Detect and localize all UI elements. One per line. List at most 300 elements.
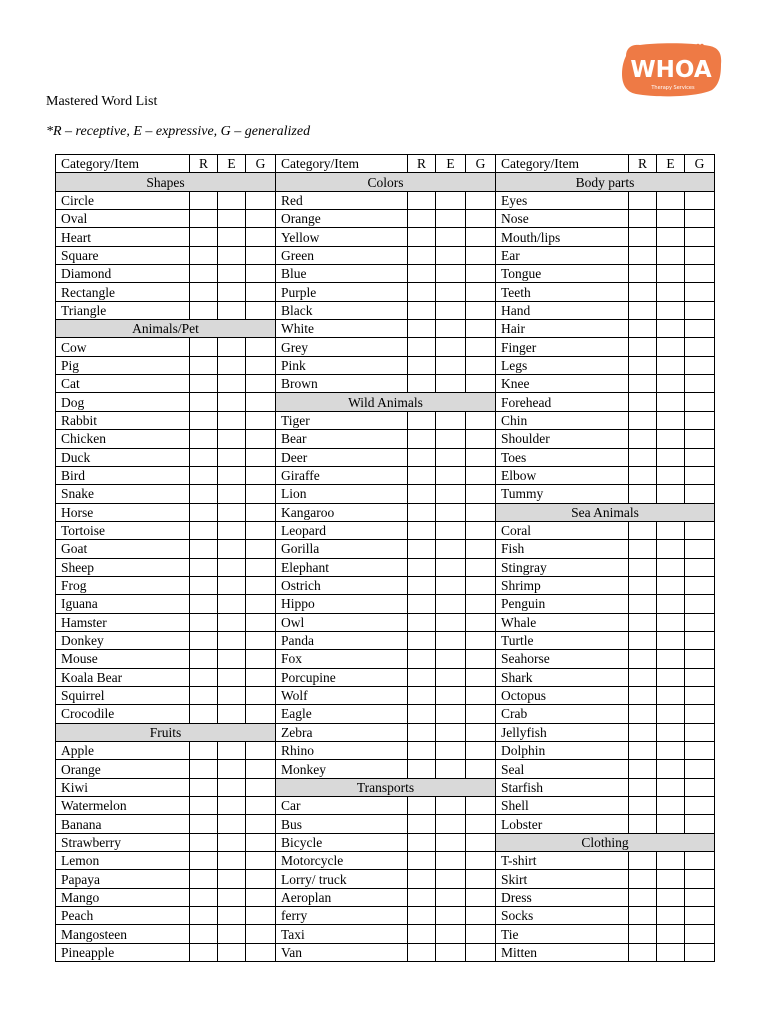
g-checkbox-cell[interactable] <box>246 301 276 319</box>
e-checkbox-cell[interactable] <box>657 411 685 429</box>
g-checkbox-cell[interactable] <box>685 686 715 704</box>
r-checkbox-cell[interactable] <box>190 521 218 539</box>
g-checkbox-cell[interactable] <box>685 907 715 925</box>
g-checkbox-cell[interactable] <box>685 448 715 466</box>
g-checkbox-cell[interactable] <box>685 338 715 356</box>
g-checkbox-cell[interactable] <box>246 907 276 925</box>
r-checkbox-cell[interactable] <box>408 283 436 301</box>
e-checkbox-cell[interactable] <box>657 320 685 338</box>
g-checkbox-cell[interactable] <box>466 228 496 246</box>
e-checkbox-cell[interactable] <box>436 320 466 338</box>
g-checkbox-cell[interactable] <box>466 613 496 631</box>
g-checkbox-cell[interactable] <box>685 246 715 264</box>
g-checkbox-cell[interactable] <box>685 870 715 888</box>
e-checkbox-cell[interactable] <box>218 430 246 448</box>
r-checkbox-cell[interactable] <box>408 320 436 338</box>
r-checkbox-cell[interactable] <box>629 888 657 906</box>
g-checkbox-cell[interactable] <box>685 265 715 283</box>
e-checkbox-cell[interactable] <box>436 356 466 374</box>
e-checkbox-cell[interactable] <box>657 815 685 833</box>
e-checkbox-cell[interactable] <box>657 430 685 448</box>
e-checkbox-cell[interactable] <box>218 650 246 668</box>
r-checkbox-cell[interactable] <box>408 503 436 521</box>
e-checkbox-cell[interactable] <box>657 485 685 503</box>
g-checkbox-cell[interactable] <box>246 265 276 283</box>
g-checkbox-cell[interactable] <box>246 595 276 613</box>
g-checkbox-cell[interactable] <box>466 521 496 539</box>
r-checkbox-cell[interactable] <box>190 246 218 264</box>
g-checkbox-cell[interactable] <box>685 595 715 613</box>
g-checkbox-cell[interactable] <box>685 411 715 429</box>
e-checkbox-cell[interactable] <box>218 466 246 484</box>
g-checkbox-cell[interactable] <box>466 631 496 649</box>
e-checkbox-cell[interactable] <box>218 888 246 906</box>
g-checkbox-cell[interactable] <box>246 191 276 209</box>
r-checkbox-cell[interactable] <box>629 411 657 429</box>
r-checkbox-cell[interactable] <box>408 595 436 613</box>
e-checkbox-cell[interactable] <box>218 778 246 796</box>
e-checkbox-cell[interactable] <box>436 943 466 961</box>
e-checkbox-cell[interactable] <box>436 631 466 649</box>
r-checkbox-cell[interactable] <box>190 925 218 943</box>
r-checkbox-cell[interactable] <box>629 448 657 466</box>
r-checkbox-cell[interactable] <box>190 907 218 925</box>
e-checkbox-cell[interactable] <box>436 191 466 209</box>
r-checkbox-cell[interactable] <box>629 631 657 649</box>
g-checkbox-cell[interactable] <box>466 430 496 448</box>
g-checkbox-cell[interactable] <box>466 301 496 319</box>
r-checkbox-cell[interactable] <box>408 907 436 925</box>
g-checkbox-cell[interactable] <box>466 907 496 925</box>
g-checkbox-cell[interactable] <box>246 210 276 228</box>
g-checkbox-cell[interactable] <box>466 595 496 613</box>
g-checkbox-cell[interactable] <box>246 466 276 484</box>
e-checkbox-cell[interactable] <box>436 375 466 393</box>
g-checkbox-cell[interactable] <box>246 705 276 723</box>
e-checkbox-cell[interactable] <box>436 430 466 448</box>
e-checkbox-cell[interactable] <box>657 742 685 760</box>
g-checkbox-cell[interactable] <box>466 723 496 741</box>
r-checkbox-cell[interactable] <box>190 356 218 374</box>
e-checkbox-cell[interactable] <box>436 833 466 851</box>
e-checkbox-cell[interactable] <box>436 576 466 594</box>
r-checkbox-cell[interactable] <box>408 228 436 246</box>
g-checkbox-cell[interactable] <box>246 760 276 778</box>
r-checkbox-cell[interactable] <box>408 246 436 264</box>
g-checkbox-cell[interactable] <box>685 613 715 631</box>
r-checkbox-cell[interactable] <box>629 576 657 594</box>
r-checkbox-cell[interactable] <box>190 540 218 558</box>
g-checkbox-cell[interactable] <box>685 742 715 760</box>
r-checkbox-cell[interactable] <box>190 393 218 411</box>
r-checkbox-cell[interactable] <box>408 668 436 686</box>
r-checkbox-cell[interactable] <box>190 228 218 246</box>
g-checkbox-cell[interactable] <box>466 265 496 283</box>
r-checkbox-cell[interactable] <box>629 815 657 833</box>
g-checkbox-cell[interactable] <box>685 210 715 228</box>
e-checkbox-cell[interactable] <box>218 448 246 466</box>
g-checkbox-cell[interactable] <box>685 668 715 686</box>
e-checkbox-cell[interactable] <box>657 265 685 283</box>
e-checkbox-cell[interactable] <box>657 576 685 594</box>
r-checkbox-cell[interactable] <box>629 540 657 558</box>
r-checkbox-cell[interactable] <box>408 576 436 594</box>
e-checkbox-cell[interactable] <box>657 521 685 539</box>
r-checkbox-cell[interactable] <box>629 613 657 631</box>
r-checkbox-cell[interactable] <box>408 833 436 851</box>
e-checkbox-cell[interactable] <box>657 375 685 393</box>
r-checkbox-cell[interactable] <box>629 191 657 209</box>
r-checkbox-cell[interactable] <box>408 485 436 503</box>
e-checkbox-cell[interactable] <box>436 301 466 319</box>
e-checkbox-cell[interactable] <box>436 338 466 356</box>
r-checkbox-cell[interactable] <box>408 301 436 319</box>
e-checkbox-cell[interactable] <box>218 943 246 961</box>
g-checkbox-cell[interactable] <box>246 613 276 631</box>
e-checkbox-cell[interactable] <box>657 668 685 686</box>
e-checkbox-cell[interactable] <box>657 338 685 356</box>
g-checkbox-cell[interactable] <box>685 723 715 741</box>
r-checkbox-cell[interactable] <box>408 797 436 815</box>
g-checkbox-cell[interactable] <box>246 576 276 594</box>
r-checkbox-cell[interactable] <box>629 595 657 613</box>
r-checkbox-cell[interactable] <box>629 558 657 576</box>
r-checkbox-cell[interactable] <box>408 411 436 429</box>
e-checkbox-cell[interactable] <box>218 228 246 246</box>
r-checkbox-cell[interactable] <box>190 283 218 301</box>
g-checkbox-cell[interactable] <box>685 925 715 943</box>
g-checkbox-cell[interactable] <box>246 686 276 704</box>
e-checkbox-cell[interactable] <box>657 723 685 741</box>
e-checkbox-cell[interactable] <box>436 723 466 741</box>
r-checkbox-cell[interactable] <box>190 797 218 815</box>
g-checkbox-cell[interactable] <box>246 870 276 888</box>
g-checkbox-cell[interactable] <box>685 301 715 319</box>
g-checkbox-cell[interactable] <box>685 888 715 906</box>
e-checkbox-cell[interactable] <box>218 246 246 264</box>
r-checkbox-cell[interactable] <box>629 778 657 796</box>
g-checkbox-cell[interactable] <box>246 650 276 668</box>
e-checkbox-cell[interactable] <box>218 595 246 613</box>
e-checkbox-cell[interactable] <box>657 246 685 264</box>
e-checkbox-cell[interactable] <box>218 411 246 429</box>
e-checkbox-cell[interactable] <box>657 888 685 906</box>
e-checkbox-cell[interactable] <box>657 191 685 209</box>
e-checkbox-cell[interactable] <box>657 925 685 943</box>
e-checkbox-cell[interactable] <box>436 466 466 484</box>
g-checkbox-cell[interactable] <box>246 228 276 246</box>
g-checkbox-cell[interactable] <box>246 631 276 649</box>
g-checkbox-cell[interactable] <box>685 393 715 411</box>
r-checkbox-cell[interactable] <box>629 301 657 319</box>
g-checkbox-cell[interactable] <box>466 320 496 338</box>
g-checkbox-cell[interactable] <box>246 448 276 466</box>
g-checkbox-cell[interactable] <box>685 283 715 301</box>
g-checkbox-cell[interactable] <box>685 576 715 594</box>
e-checkbox-cell[interactable] <box>218 301 246 319</box>
e-checkbox-cell[interactable] <box>218 393 246 411</box>
e-checkbox-cell[interactable] <box>436 283 466 301</box>
r-checkbox-cell[interactable] <box>408 191 436 209</box>
e-checkbox-cell[interactable] <box>657 631 685 649</box>
g-checkbox-cell[interactable] <box>685 191 715 209</box>
r-checkbox-cell[interactable] <box>408 760 436 778</box>
e-checkbox-cell[interactable] <box>218 925 246 943</box>
g-checkbox-cell[interactable] <box>466 338 496 356</box>
g-checkbox-cell[interactable] <box>466 705 496 723</box>
g-checkbox-cell[interactable] <box>246 742 276 760</box>
g-checkbox-cell[interactable] <box>246 521 276 539</box>
r-checkbox-cell[interactable] <box>408 558 436 576</box>
e-checkbox-cell[interactable] <box>657 448 685 466</box>
e-checkbox-cell[interactable] <box>436 448 466 466</box>
e-checkbox-cell[interactable] <box>436 852 466 870</box>
e-checkbox-cell[interactable] <box>218 283 246 301</box>
r-checkbox-cell[interactable] <box>629 393 657 411</box>
e-checkbox-cell[interactable] <box>218 815 246 833</box>
r-checkbox-cell[interactable] <box>190 301 218 319</box>
r-checkbox-cell[interactable] <box>629 943 657 961</box>
r-checkbox-cell[interactable] <box>408 888 436 906</box>
r-checkbox-cell[interactable] <box>629 723 657 741</box>
r-checkbox-cell[interactable] <box>629 283 657 301</box>
g-checkbox-cell[interactable] <box>466 356 496 374</box>
e-checkbox-cell[interactable] <box>657 943 685 961</box>
r-checkbox-cell[interactable] <box>408 650 436 668</box>
r-checkbox-cell[interactable] <box>629 320 657 338</box>
e-checkbox-cell[interactable] <box>657 283 685 301</box>
e-checkbox-cell[interactable] <box>657 852 685 870</box>
r-checkbox-cell[interactable] <box>190 705 218 723</box>
e-checkbox-cell[interactable] <box>436 558 466 576</box>
r-checkbox-cell[interactable] <box>629 668 657 686</box>
r-checkbox-cell[interactable] <box>408 613 436 631</box>
g-checkbox-cell[interactable] <box>466 558 496 576</box>
e-checkbox-cell[interactable] <box>218 686 246 704</box>
e-checkbox-cell[interactable] <box>218 797 246 815</box>
r-checkbox-cell[interactable] <box>190 631 218 649</box>
e-checkbox-cell[interactable] <box>436 411 466 429</box>
e-checkbox-cell[interactable] <box>657 228 685 246</box>
g-checkbox-cell[interactable] <box>685 521 715 539</box>
g-checkbox-cell[interactable] <box>685 558 715 576</box>
g-checkbox-cell[interactable] <box>685 485 715 503</box>
e-checkbox-cell[interactable] <box>218 907 246 925</box>
r-checkbox-cell[interactable] <box>190 833 218 851</box>
g-checkbox-cell[interactable] <box>466 668 496 686</box>
r-checkbox-cell[interactable] <box>629 246 657 264</box>
r-checkbox-cell[interactable] <box>629 742 657 760</box>
g-checkbox-cell[interactable] <box>685 760 715 778</box>
g-checkbox-cell[interactable] <box>466 943 496 961</box>
e-checkbox-cell[interactable] <box>218 760 246 778</box>
e-checkbox-cell[interactable] <box>218 558 246 576</box>
r-checkbox-cell[interactable] <box>190 411 218 429</box>
g-checkbox-cell[interactable] <box>685 943 715 961</box>
e-checkbox-cell[interactable] <box>657 705 685 723</box>
r-checkbox-cell[interactable] <box>629 521 657 539</box>
r-checkbox-cell[interactable] <box>190 503 218 521</box>
e-checkbox-cell[interactable] <box>218 210 246 228</box>
e-checkbox-cell[interactable] <box>218 338 246 356</box>
g-checkbox-cell[interactable] <box>246 411 276 429</box>
r-checkbox-cell[interactable] <box>629 485 657 503</box>
e-checkbox-cell[interactable] <box>218 613 246 631</box>
g-checkbox-cell[interactable] <box>685 228 715 246</box>
g-checkbox-cell[interactable] <box>685 650 715 668</box>
g-checkbox-cell[interactable] <box>466 760 496 778</box>
g-checkbox-cell[interactable] <box>246 356 276 374</box>
e-checkbox-cell[interactable] <box>436 540 466 558</box>
e-checkbox-cell[interactable] <box>218 485 246 503</box>
e-checkbox-cell[interactable] <box>436 686 466 704</box>
r-checkbox-cell[interactable] <box>629 375 657 393</box>
r-checkbox-cell[interactable] <box>408 943 436 961</box>
e-checkbox-cell[interactable] <box>218 265 246 283</box>
g-checkbox-cell[interactable] <box>466 283 496 301</box>
e-checkbox-cell[interactable] <box>436 485 466 503</box>
e-checkbox-cell[interactable] <box>436 210 466 228</box>
r-checkbox-cell[interactable] <box>190 210 218 228</box>
e-checkbox-cell[interactable] <box>436 870 466 888</box>
r-checkbox-cell[interactable] <box>408 521 436 539</box>
r-checkbox-cell[interactable] <box>629 705 657 723</box>
e-checkbox-cell[interactable] <box>436 797 466 815</box>
e-checkbox-cell[interactable] <box>436 503 466 521</box>
r-checkbox-cell[interactable] <box>629 338 657 356</box>
r-checkbox-cell[interactable] <box>190 191 218 209</box>
r-checkbox-cell[interactable] <box>408 356 436 374</box>
r-checkbox-cell[interactable] <box>190 778 218 796</box>
g-checkbox-cell[interactable] <box>246 540 276 558</box>
g-checkbox-cell[interactable] <box>246 925 276 943</box>
r-checkbox-cell[interactable] <box>190 742 218 760</box>
r-checkbox-cell[interactable] <box>190 338 218 356</box>
e-checkbox-cell[interactable] <box>436 228 466 246</box>
g-checkbox-cell[interactable] <box>685 320 715 338</box>
r-checkbox-cell[interactable] <box>190 668 218 686</box>
e-checkbox-cell[interactable] <box>218 540 246 558</box>
g-checkbox-cell[interactable] <box>246 393 276 411</box>
g-checkbox-cell[interactable] <box>685 852 715 870</box>
e-checkbox-cell[interactable] <box>657 301 685 319</box>
e-checkbox-cell[interactable] <box>218 870 246 888</box>
g-checkbox-cell[interactable] <box>246 283 276 301</box>
e-checkbox-cell[interactable] <box>436 650 466 668</box>
r-checkbox-cell[interactable] <box>190 613 218 631</box>
g-checkbox-cell[interactable] <box>246 338 276 356</box>
e-checkbox-cell[interactable] <box>436 742 466 760</box>
g-checkbox-cell[interactable] <box>685 815 715 833</box>
r-checkbox-cell[interactable] <box>190 485 218 503</box>
e-checkbox-cell[interactable] <box>436 595 466 613</box>
r-checkbox-cell[interactable] <box>629 852 657 870</box>
r-checkbox-cell[interactable] <box>408 925 436 943</box>
r-checkbox-cell[interactable] <box>629 430 657 448</box>
r-checkbox-cell[interactable] <box>190 852 218 870</box>
r-checkbox-cell[interactable] <box>408 631 436 649</box>
r-checkbox-cell[interactable] <box>629 686 657 704</box>
g-checkbox-cell[interactable] <box>685 430 715 448</box>
g-checkbox-cell[interactable] <box>466 686 496 704</box>
r-checkbox-cell[interactable] <box>629 870 657 888</box>
e-checkbox-cell[interactable] <box>436 265 466 283</box>
e-checkbox-cell[interactable] <box>218 375 246 393</box>
g-checkbox-cell[interactable] <box>246 888 276 906</box>
g-checkbox-cell[interactable] <box>246 852 276 870</box>
r-checkbox-cell[interactable] <box>190 686 218 704</box>
g-checkbox-cell[interactable] <box>466 888 496 906</box>
e-checkbox-cell[interactable] <box>218 356 246 374</box>
e-checkbox-cell[interactable] <box>657 558 685 576</box>
g-checkbox-cell[interactable] <box>246 778 276 796</box>
g-checkbox-cell[interactable] <box>466 833 496 851</box>
r-checkbox-cell[interactable] <box>408 540 436 558</box>
r-checkbox-cell[interactable] <box>629 760 657 778</box>
r-checkbox-cell[interactable] <box>629 466 657 484</box>
r-checkbox-cell[interactable] <box>408 265 436 283</box>
e-checkbox-cell[interactable] <box>657 686 685 704</box>
g-checkbox-cell[interactable] <box>466 852 496 870</box>
r-checkbox-cell[interactable] <box>408 466 436 484</box>
e-checkbox-cell[interactable] <box>218 705 246 723</box>
g-checkbox-cell[interactable] <box>466 375 496 393</box>
r-checkbox-cell[interactable] <box>408 870 436 888</box>
e-checkbox-cell[interactable] <box>436 613 466 631</box>
e-checkbox-cell[interactable] <box>218 852 246 870</box>
r-checkbox-cell[interactable] <box>190 448 218 466</box>
e-checkbox-cell[interactable] <box>436 246 466 264</box>
g-checkbox-cell[interactable] <box>246 797 276 815</box>
g-checkbox-cell[interactable] <box>246 668 276 686</box>
r-checkbox-cell[interactable] <box>408 686 436 704</box>
e-checkbox-cell[interactable] <box>218 576 246 594</box>
e-checkbox-cell[interactable] <box>436 521 466 539</box>
g-checkbox-cell[interactable] <box>246 430 276 448</box>
r-checkbox-cell[interactable] <box>190 466 218 484</box>
g-checkbox-cell[interactable] <box>466 503 496 521</box>
e-checkbox-cell[interactable] <box>657 595 685 613</box>
g-checkbox-cell[interactable] <box>246 815 276 833</box>
g-checkbox-cell[interactable] <box>466 210 496 228</box>
e-checkbox-cell[interactable] <box>218 742 246 760</box>
g-checkbox-cell[interactable] <box>246 833 276 851</box>
g-checkbox-cell[interactable] <box>466 411 496 429</box>
g-checkbox-cell[interactable] <box>246 485 276 503</box>
r-checkbox-cell[interactable] <box>190 595 218 613</box>
g-checkbox-cell[interactable] <box>466 797 496 815</box>
g-checkbox-cell[interactable] <box>466 742 496 760</box>
g-checkbox-cell[interactable] <box>466 650 496 668</box>
e-checkbox-cell[interactable] <box>436 760 466 778</box>
e-checkbox-cell[interactable] <box>657 393 685 411</box>
g-checkbox-cell[interactable] <box>685 797 715 815</box>
r-checkbox-cell[interactable] <box>190 815 218 833</box>
e-checkbox-cell[interactable] <box>657 466 685 484</box>
g-checkbox-cell[interactable] <box>246 246 276 264</box>
g-checkbox-cell[interactable] <box>246 558 276 576</box>
r-checkbox-cell[interactable] <box>190 375 218 393</box>
r-checkbox-cell[interactable] <box>629 265 657 283</box>
e-checkbox-cell[interactable] <box>436 668 466 686</box>
g-checkbox-cell[interactable] <box>685 356 715 374</box>
r-checkbox-cell[interactable] <box>629 907 657 925</box>
g-checkbox-cell[interactable] <box>685 705 715 723</box>
g-checkbox-cell[interactable] <box>466 246 496 264</box>
g-checkbox-cell[interactable] <box>466 870 496 888</box>
r-checkbox-cell[interactable] <box>190 870 218 888</box>
e-checkbox-cell[interactable] <box>657 540 685 558</box>
